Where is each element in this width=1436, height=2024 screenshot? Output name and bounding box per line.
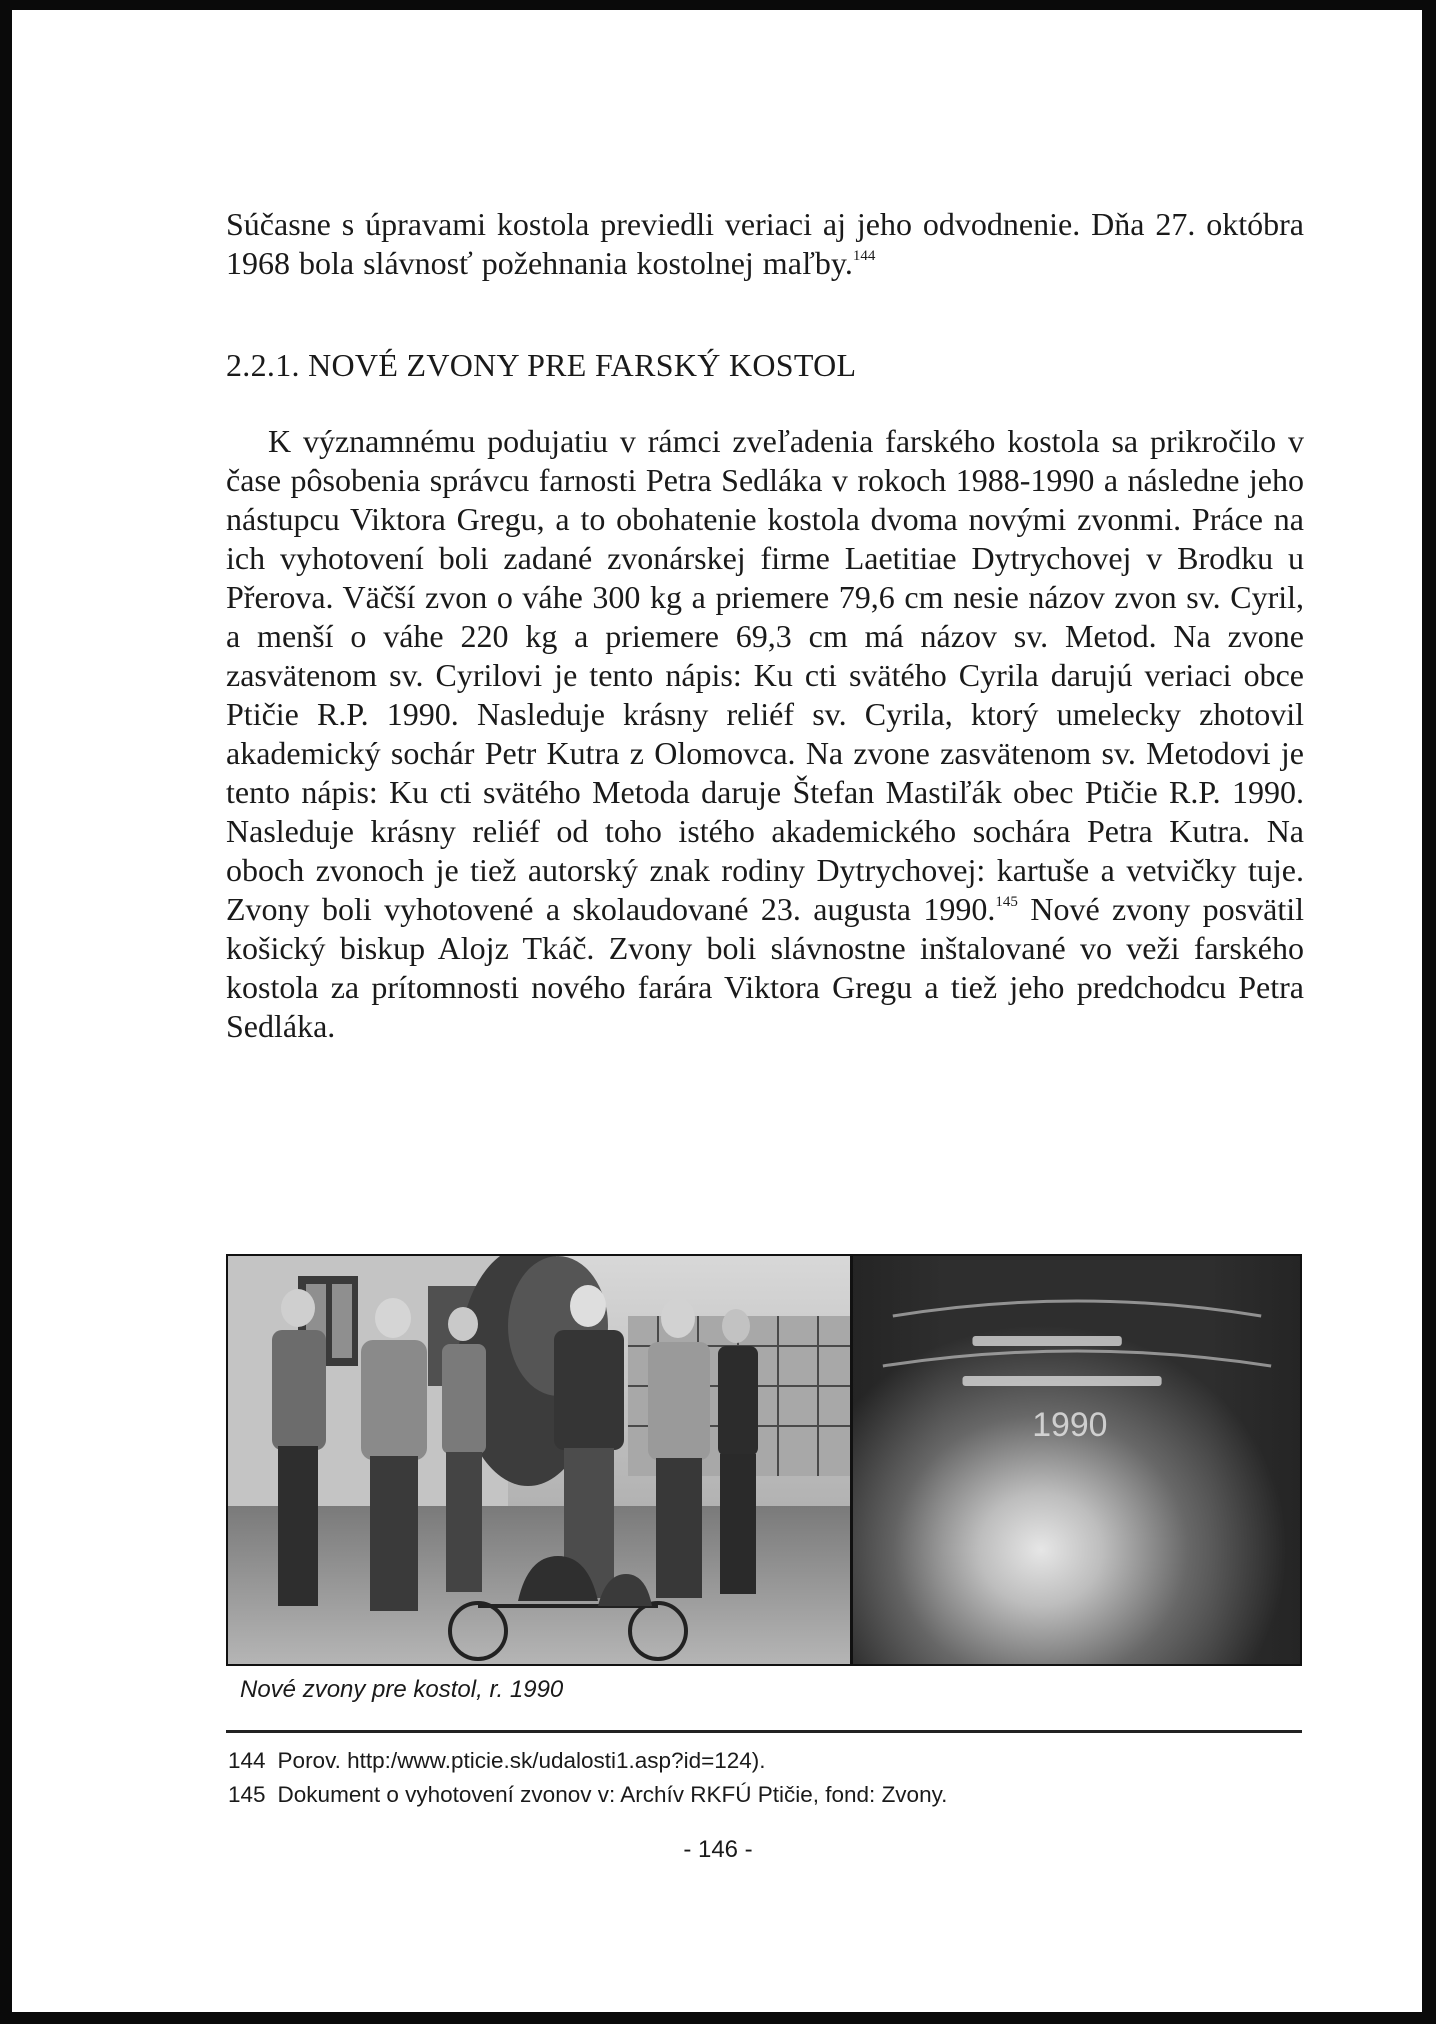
footnotes (228, 1744, 947, 1812)
bell-date-inscription: 1990 (1032, 1405, 1108, 1445)
footnote-ref-144[interactable]: 144 (852, 248, 876, 264)
intro-paragraph: Súčasne s úpravami kostola previedli veriaci aj jeho odvodnenie. Dňa 27. októbra 1968 bola slávnosť požehnania kostolnej maľby.$^{144}$ (226, 206, 1304, 281)
footnote-144 (228, 1744, 947, 1778)
footnote-text: Porov. http:/www.pticie.sk/udalosti1.asp?id=124). (277, 1748, 766, 1773)
footnote-divider (226, 1730, 1302, 1733)
footnote-text: Dokument o vyhotovení zvonov v: Archív RKFÚ Ptičie, fond: Zvony. (277, 1782, 948, 1807)
bell-inscription-photo (853, 1256, 1300, 1664)
footnote-ref-145[interactable]: 145 (995, 894, 1018, 910)
footnote-145 (228, 1778, 947, 1812)
figure-photos (226, 1254, 1302, 1666)
section-paragraph: K významnému podujatiu v rámci zveľadenia farského kostola sa prikročilo v čase pôsobenia správcu farnosti Petra Sedláka v rokoch 1988-1990 a následne jeho nástupcu Viktora Gregu, a to obohatenie kostola dvoma novými zvonmi. Práce na ich vyhotovení boli zadané zvonárskej firme Laetitiae Dytrychovej v Brodku u Přerova. Väčší zvon o váhe 300 kg a priemere 79,6 cm nesie názov zvon sv. Cyril, a menší o váhe 220 kg a priemere 69,3 cm má názov sv. Metod. Na zvone zasvätenom sv. Cyrilovi je tento nápis: Ku cti svätého Cyrila darujú veriaci obce Ptičie R.P. 1990. Nasleduje krásny reliéf sv. Cyrila, ktorý umelecky zhotovil akademický sochár Petr Kutra z Olomovca. Na zvone zasvätenom sv. Metodovi je tento nápis: Ku cti svätého Metoda daruje Štefan Mastiľák obec Ptičie R.P. 1990. Nasleduje krásny reliéf od toho istého akademického sochára Petra Kutra. Na oboch zvonoch je tiež autorský znak rodiny Dytrychovej: kartuše a vetvičky tuje. Zvony boli vyhotovené a skolaudované 23. augusta 1990.$^{145}$ Nové zvony posvätil košický biskup Alojz Tkáč. Zvony boli slávnostne inštalované vo veži farského kostola za prítomnosti nového farára Viktora Gregu a tiež jeho predchodcu Petra Sedláka. (226, 423, 1305, 1044)
footnote-number: 144 (228, 1748, 266, 1773)
section-heading: 2.2.1. NOVÉ ZVONY PRE FARSKÝ KOSTOL (226, 347, 857, 383)
page-number: - 146 - (683, 1836, 753, 1863)
men-with-bells-photo (228, 1256, 853, 1664)
figure-caption: Nové zvony pre kostol, r. 1990 (240, 1676, 564, 1703)
footnote-number: 145 (228, 1782, 266, 1807)
main-text (226, 205, 1304, 1046)
